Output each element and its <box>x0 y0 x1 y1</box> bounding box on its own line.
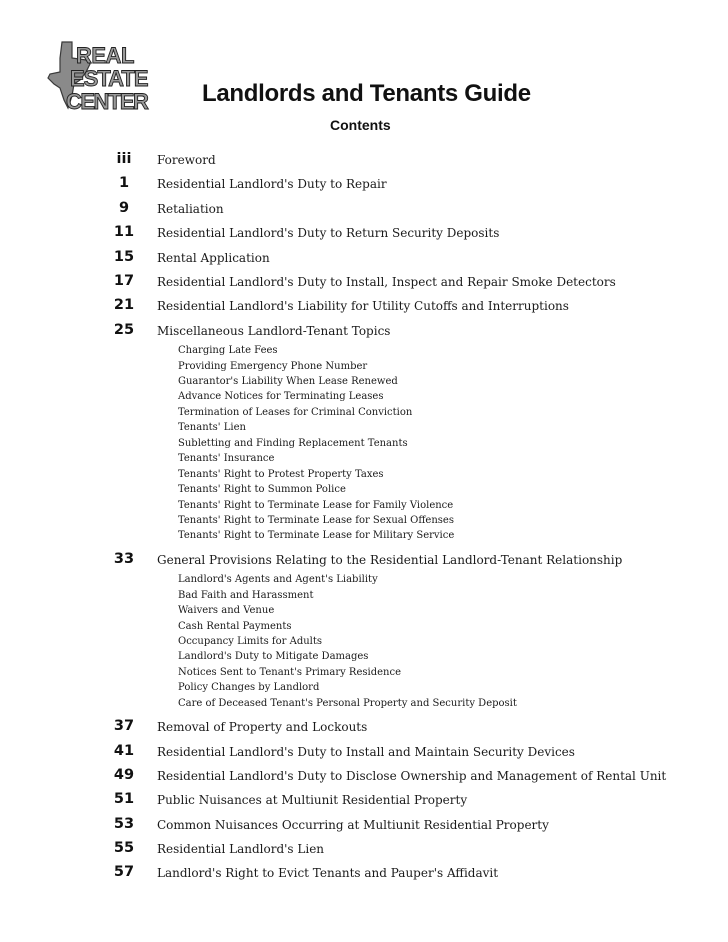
real-estate-center-logo <box>46 38 160 112</box>
toc-entry-title: Residential Landlord's Duty to Install, Inspect and Repair Smoke Detectors <box>157 274 616 289</box>
toc-entry <box>110 715 710 739</box>
toc-entry <box>110 294 710 318</box>
toc-page-number: 53 <box>113 815 135 832</box>
toc-subtopic: Tenants' Right to Terminate Lease for Sexual Offenses <box>178 514 454 526</box>
toc-subtopic: Tenants' Lien <box>178 422 246 434</box>
toc-subtopic: Tenants' Right to Summon Police <box>178 484 346 496</box>
logo-line-2: ESTATE <box>70 66 148 91</box>
toc-entry-title: Miscellaneous Landlord-Tenant Topics <box>157 323 391 338</box>
toc-subtopic: Termination of Leases for Criminal Conviction <box>178 406 413 418</box>
toc-page-number: 17 <box>113 272 135 289</box>
toc-subtopic: Occupancy Limits for Adults <box>178 635 323 647</box>
toc-entry <box>110 837 710 861</box>
toc-subtopic: Subletting and Finding Replacement Tenants <box>178 437 408 449</box>
toc-entry-title: Foreword <box>157 153 216 167</box>
toc-subtopic-list <box>178 572 710 715</box>
toc-subtopic: Bad Faith and Harassment <box>178 589 314 601</box>
toc-subtopic: Cash Rental Payments <box>178 620 292 632</box>
toc-entry-title: Residential Landlord's Lien <box>157 842 325 857</box>
toc-entry-title: Rental Application <box>157 250 270 265</box>
toc-entry <box>110 548 710 572</box>
toc-subtopic-list <box>178 343 710 548</box>
toc-subtopic: Notices Sent to Tenant's Primary Residence <box>178 666 401 678</box>
toc-subtopic: Advance Notices for Terminating Leases <box>178 391 384 403</box>
toc-entry <box>110 861 710 885</box>
toc-subtopic: Waivers and Venue <box>178 605 275 617</box>
toc-entry-title: Retaliation <box>157 201 224 216</box>
toc-page-number: iii <box>116 151 132 167</box>
contents-heading: Contents <box>330 117 391 133</box>
toc-subtopic: Providing Emergency Phone Number <box>178 360 368 372</box>
toc-page-number: 33 <box>113 550 135 567</box>
toc-entry-title: Residential Landlord's Duty to Return Security Deposits <box>157 226 500 241</box>
table-of-contents <box>110 148 710 886</box>
toc-subtopic: Landlord's Duty to Mitigate Damages <box>178 651 369 663</box>
toc-entry <box>110 319 710 343</box>
toc-page-number: 1 <box>118 175 130 192</box>
toc-entry-title: Residential Landlord's Liability for Utility Cutoffs and Interruptions <box>157 299 569 314</box>
toc-page-number: 9 <box>118 199 130 216</box>
toc-subtopic: Policy Changes by Landlord <box>178 682 320 694</box>
logo-line-3: CENTER <box>66 89 148 112</box>
toc-entry <box>110 764 710 788</box>
toc-page-number: 57 <box>113 864 135 881</box>
toc-entry-title: General Provisions Relating to the Residential Landlord-Tenant Relationship <box>157 552 623 567</box>
toc-entry-title: Common Nuisances Occurring at Multiunit Residential Property <box>157 817 549 832</box>
toc-subtopic: Tenants' Right to Terminate Lease for Family Violence <box>178 499 454 511</box>
toc-subtopic: Tenants' Insurance <box>178 453 275 465</box>
toc-entry <box>110 246 710 270</box>
toc-entry-title: Residential Landlord's Duty to Disclose Ownership and Management of Rental Unit <box>157 768 667 783</box>
toc-page-number: 25 <box>113 321 135 338</box>
toc-subtopic: Tenants' Right to Protest Property Taxes <box>178 468 384 480</box>
logo-line-1: REAL <box>76 43 134 68</box>
toc-entry-title: Residential Landlord's Duty to Install and Maintain Security Devices <box>157 744 575 759</box>
toc-subtopic: Tenants' Right to Terminate Lease for Military Service <box>178 530 455 542</box>
toc-entry <box>110 221 710 245</box>
toc-page-number: 15 <box>113 248 135 265</box>
toc-page-number: 49 <box>113 766 135 783</box>
toc-subtopic: Landlord's Agents and Agent's Liability <box>178 574 378 586</box>
toc-entry <box>110 148 710 172</box>
toc-entry <box>110 270 710 294</box>
toc-page-number: 41 <box>113 742 135 759</box>
toc-entry <box>110 197 710 221</box>
toc-page-number: 11 <box>113 224 135 241</box>
toc-subtopic: Charging Late Fees <box>178 345 278 357</box>
toc-entry-title: Landlord's Right to Evict Tenants and Pauper's Affidavit <box>157 866 499 881</box>
page-title: Landlords and Tenants Guide <box>202 80 531 107</box>
toc-page-number: 51 <box>113 791 135 808</box>
toc-subtopic: Guarantor's Liability When Lease Renewed <box>178 376 398 387</box>
toc-entry <box>110 788 710 812</box>
toc-page-number: 37 <box>113 718 135 735</box>
toc-entry-title: Public Nuisances at Multiunit Residential Property <box>157 793 468 808</box>
toc-page-number: 55 <box>113 840 135 857</box>
toc-entry <box>110 172 710 196</box>
toc-page-number: 21 <box>113 297 135 314</box>
toc-entry <box>110 813 710 837</box>
toc-entry-title: Removal of Property and Lockouts <box>157 720 368 735</box>
toc-entry-title: Residential Landlord's Duty to Repair <box>157 177 387 192</box>
toc-entry <box>110 740 710 764</box>
toc-subtopic: Care of Deceased Tenant's Personal Property and Security Deposit <box>178 697 517 709</box>
